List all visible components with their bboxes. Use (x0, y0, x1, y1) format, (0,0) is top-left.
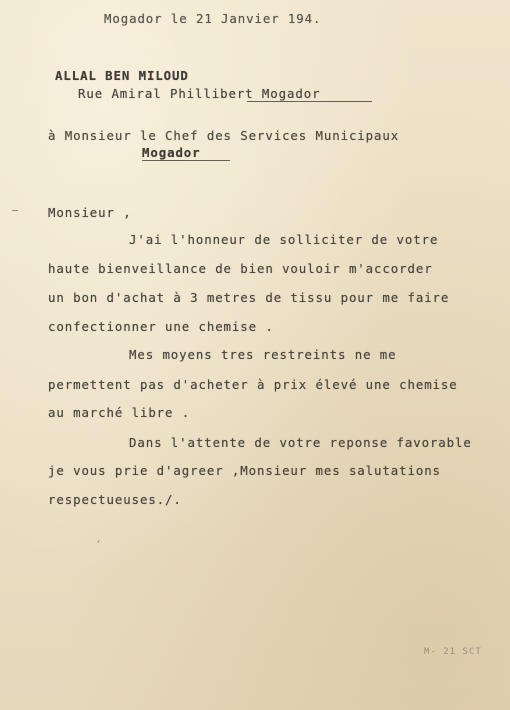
margin-mark (12, 210, 18, 211)
body-line: permettent pas d'acheter à prix élevé une chemise (48, 377, 458, 392)
body-line: Mes moyens tres restreints ne me (129, 347, 397, 362)
body-line: haute bienveillance de bien vouloir m'accorder (48, 261, 433, 276)
sender-address-underline (247, 101, 372, 102)
sender-name: ALLAL BEN MILOUD (55, 68, 189, 83)
stray-ink-mark (97, 540, 99, 543)
body-line: respectueuses./. (48, 492, 182, 507)
body-line: je vous prie d'agreer ,Monsieur mes salutations (48, 463, 441, 478)
body-line: Dans l'attente de votre reponse favorable (129, 435, 472, 450)
body-line: confectionner une chemise . (48, 319, 274, 334)
archive-reference: M- 21 SCT (424, 647, 482, 657)
body-line: un bon d'achat à 3 metres de tissu pour me faire (48, 290, 450, 305)
letter-date: Mogador le 21 Janvier 194. (104, 11, 322, 26)
addressee-city-underline (142, 160, 230, 161)
addressee-line: à Monsieur le Chef des Services Municipaux (48, 128, 400, 143)
salutation: Monsieur , (48, 205, 132, 220)
addressee-city: Mogador (142, 145, 201, 160)
sender-address: Rue Amiral Phillibert Mogador (78, 86, 321, 101)
body-line: J'ai l'honneur de solliciter de votre (129, 232, 439, 247)
body-line: au marché libre . (48, 405, 191, 420)
